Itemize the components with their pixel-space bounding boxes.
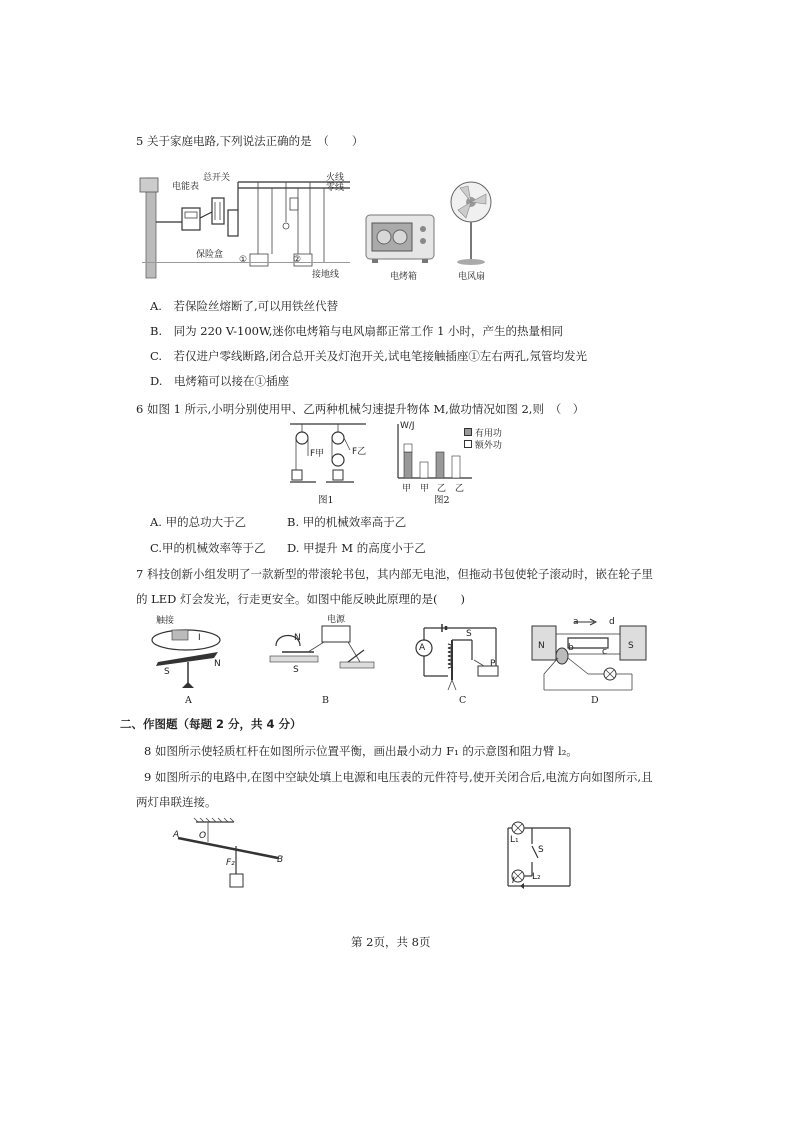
label-socket-1: ① xyxy=(239,255,248,265)
label-d-b: b xyxy=(568,643,574,653)
x-label-1: 甲 xyxy=(402,484,412,494)
section-2-title: 二、作图题（每题 2 分，共 4 分） xyxy=(120,717,302,731)
q5-option-d: D. 电烤箱可以接在①插座 xyxy=(150,374,289,388)
q6-work-bar-chart xyxy=(392,424,472,482)
label-touch: 触接 xyxy=(156,616,175,626)
caption-c: C xyxy=(459,695,467,706)
label-main-switch: 总开关 xyxy=(203,173,231,183)
label-f-jia: F甲 xyxy=(310,449,325,459)
label-fuse-box: 保险盒 xyxy=(196,250,224,260)
label-d-s: S xyxy=(628,641,634,651)
q6-option-b: B. 甲的机械效率高于乙 xyxy=(287,515,407,529)
label-neutral-wire: 零线 xyxy=(326,183,345,193)
label-b-n: N xyxy=(294,633,301,643)
label-l1: L₁ xyxy=(510,835,519,845)
label-a-n: N xyxy=(214,659,221,669)
label-fan: 电风扇 xyxy=(458,272,486,282)
label-l2: L₂ xyxy=(532,872,541,882)
label-lever-a: A xyxy=(173,830,180,840)
label-c-s: S xyxy=(466,629,472,639)
q7-stem-line1: 7 科技创新小组发明了一款新型的带滚轮书包，其内部无电池，但拖动书包使轮子滚动时，嵌在轮子里 xyxy=(136,567,653,581)
caption-a: A xyxy=(185,695,192,706)
label-c-p: P xyxy=(490,659,496,669)
label-f2: F₂ xyxy=(226,858,235,868)
label-power: 电源 xyxy=(327,615,346,625)
x-label-4: 乙 xyxy=(455,484,465,494)
label-d-d: d xyxy=(609,617,615,627)
caption-b: B xyxy=(322,695,329,706)
caption-d: D xyxy=(591,695,599,706)
q7-figure-b xyxy=(264,622,376,678)
label-socket-2: ② xyxy=(293,255,302,265)
label-oven: 电烤箱 xyxy=(390,272,418,282)
legend-useful-label: 有用功 xyxy=(474,429,502,439)
label-lever-b: B xyxy=(277,855,284,865)
q6-stem: 6 如图 1 所示,小明分别使用甲、乙两种机械匀速提升物体 M,做功情况如图 2,则 （ ） xyxy=(136,402,585,416)
fan-image xyxy=(446,180,496,268)
oven-image xyxy=(364,213,436,265)
q9-stem-line2: 两灯串联连接。 xyxy=(136,795,217,809)
q5-stem: 5 关于家庭电路,下列说法正确的是 （ ） xyxy=(136,134,364,148)
page-footer: 第 2页，共 8页 xyxy=(351,935,431,949)
legend-extra-label: 额外功 xyxy=(474,441,502,451)
q7-figure-c xyxy=(412,620,504,692)
caption-fig1: 图1 xyxy=(318,495,334,506)
q7-figure-a xyxy=(148,622,228,692)
q9-stem-line1: 9 如图所示的电路中,在图中空缺处填上电源和电压表的元件符号,使开关闭合后,电流方向如图所示,且 xyxy=(144,770,653,784)
q7-stem-line2: 的 LED 灯会发光，行走更安全。如图中能反映此原理的是( ) xyxy=(136,592,466,606)
q6-option-c: C.甲的机械效率等于乙 xyxy=(150,541,266,555)
label-d-n: N xyxy=(538,641,545,651)
label-ground-wire: 接地线 xyxy=(312,270,340,280)
label-meter: 电能表 xyxy=(172,182,200,192)
label-a-i: I xyxy=(198,633,201,643)
label-d-c: c xyxy=(602,647,607,657)
label-a-s: S xyxy=(164,667,170,677)
caption-fig2: 图2 xyxy=(434,495,450,506)
label-lever-o: O xyxy=(199,831,207,841)
label-d-a: a xyxy=(573,617,579,627)
label-y-axis-work: W/J xyxy=(400,421,415,431)
q6-option-d: D. 甲提升 M 的高度小于乙 xyxy=(287,541,426,555)
q5-option-b: B. 同为 220 V-100W,迷你电烤箱与电风扇都正常工作 1 小时，产生的热量相同 xyxy=(150,324,564,338)
label-current-i: I xyxy=(512,876,515,886)
q6-option-a: A. 甲的总功大于乙 xyxy=(150,515,247,529)
x-label-2: 甲 xyxy=(420,484,430,494)
q5-option-c: C. 若仅进户零线断路,闭合总开关及灯泡开关,试电笔接触插座①左右两孔,氖管均发光 xyxy=(150,349,588,363)
q5-option-a: A. 若保险丝熔断了,可以用铁丝代替 xyxy=(150,299,339,313)
label-b-s: S xyxy=(293,665,299,675)
label-live-wire: 火线 xyxy=(326,173,345,183)
label-c-a: A xyxy=(419,643,426,653)
label-f-yi: F乙 xyxy=(352,447,367,457)
q7-figure-d xyxy=(528,614,650,694)
x-label-3: 乙 xyxy=(437,484,447,494)
q8-stem: 8 如图所示使轻质杠杆在如图所示位置平衡，画出最小动力 F₁ 的示意图和阻力臂 l₂。 xyxy=(144,744,578,758)
legend-extra-work xyxy=(464,438,502,451)
label-switch-s: S xyxy=(538,845,544,855)
